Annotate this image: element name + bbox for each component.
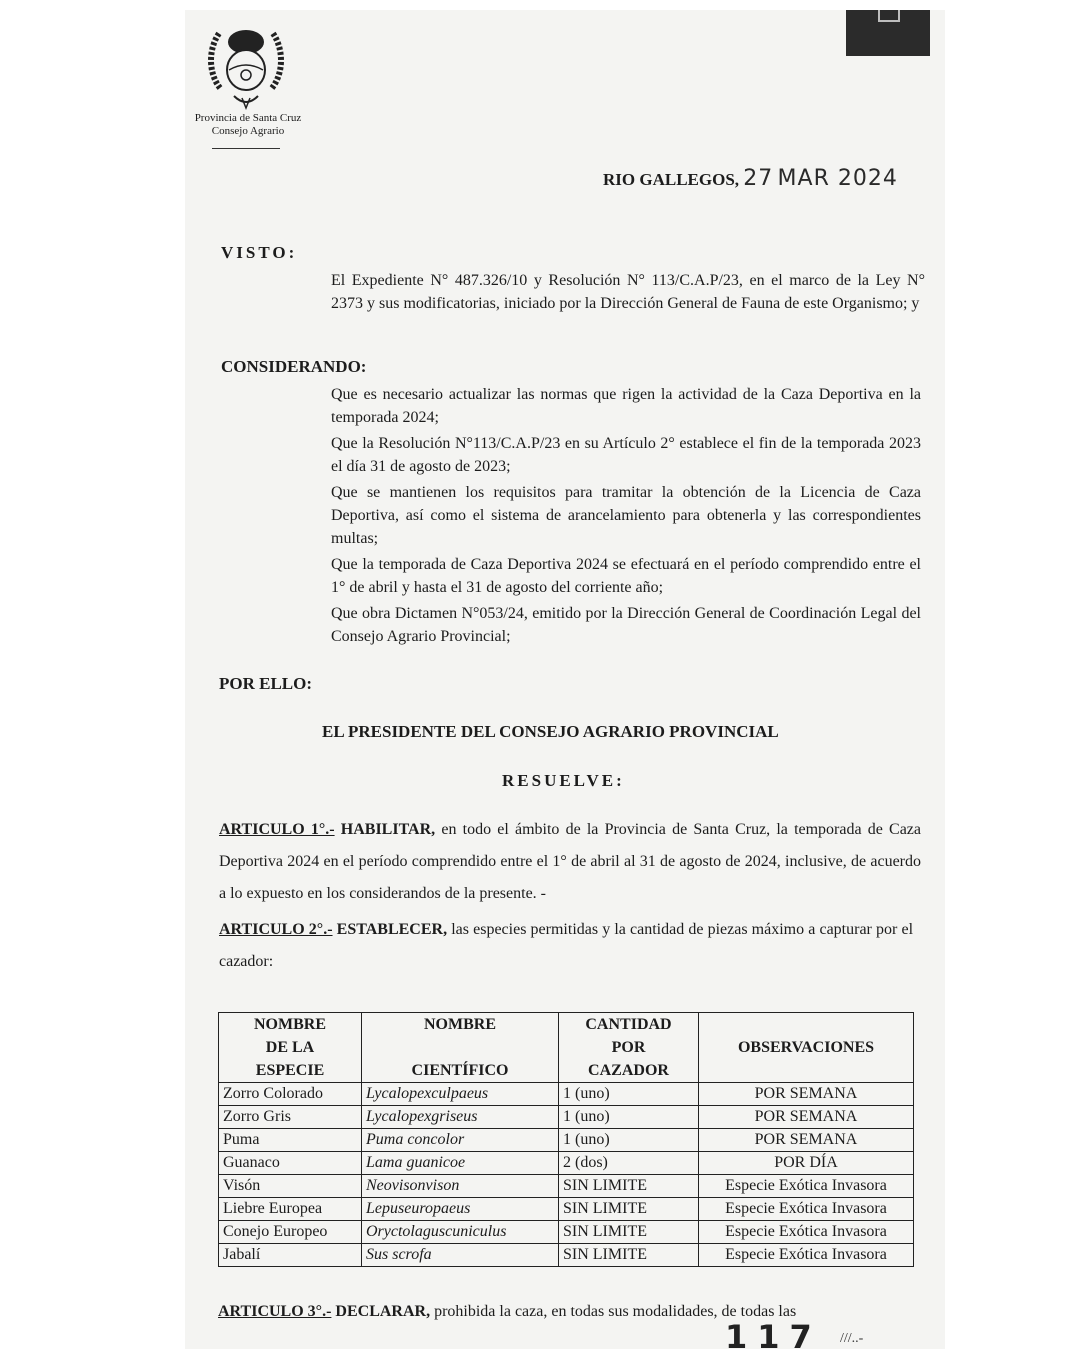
article-3-verb: DECLARAR, bbox=[335, 1303, 431, 1320]
coat-of-arms-icon bbox=[206, 18, 286, 113]
article-1 bbox=[219, 814, 921, 910]
cell-cantidad: 1 (uno) bbox=[559, 1083, 699, 1106]
table-header-row bbox=[219, 1013, 914, 1083]
document-date bbox=[603, 166, 898, 191]
cell-especie: Guanaco bbox=[219, 1152, 362, 1175]
article-2-verb: ESTABLECER, bbox=[336, 921, 448, 938]
cell-observaciones: Especie Exótica Invasora bbox=[699, 1221, 914, 1244]
header-line: DE LA bbox=[265, 1039, 315, 1056]
cell-cientifico: Lepuseuropaeus bbox=[362, 1198, 559, 1221]
cell-especie: Zorro Gris bbox=[219, 1106, 362, 1129]
resolution-number: 117 bbox=[725, 1318, 822, 1356]
header-line: POR bbox=[611, 1039, 646, 1056]
resuelve-heading: RESUELVE: bbox=[502, 771, 625, 790]
header-line: CIENTÍFICO bbox=[411, 1062, 509, 1079]
article-2-text: las especies permitidas y la cantidad de piezas máximo a capturar por el cazador: bbox=[219, 921, 914, 970]
divider bbox=[212, 148, 280, 149]
cell-especie: Conejo Europeo bbox=[219, 1221, 362, 1244]
corner-stamp bbox=[846, 10, 930, 56]
table-row bbox=[219, 1221, 914, 1244]
cell-cantidad: SIN LIMITE bbox=[559, 1198, 699, 1221]
cell-cientifico: Oryctolaguscuniculus bbox=[362, 1221, 559, 1244]
continuation-mark: ///..- bbox=[840, 1331, 864, 1346]
cell-observaciones: Especie Exótica Invasora bbox=[699, 1244, 914, 1267]
article-1-verb: HABILITAR, bbox=[340, 821, 436, 838]
president-heading: EL PRESIDENTE DEL CONSEJO AGRARIO PROVINCIAL bbox=[322, 722, 779, 741]
cell-especie: Zorro Colorado bbox=[219, 1083, 362, 1106]
province-name: Provincia de Santa Cruz bbox=[194, 112, 302, 124]
cell-observaciones: POR SEMANA bbox=[699, 1106, 914, 1129]
cell-cientifico: Puma concolor bbox=[362, 1129, 559, 1152]
considerando-item: Que se mantienen los requisitos para tramitar la obtención de la Licencia de Caza Deportiva, así como el sistema de arancelamiento para obtenerla y las correspondientes multas; bbox=[331, 484, 921, 547]
cell-cientifico: Lycalopexculpaeus bbox=[362, 1083, 559, 1106]
cell-observaciones: POR SEMANA bbox=[699, 1129, 914, 1152]
cell-especie: Visón bbox=[219, 1175, 362, 1198]
cell-especie: Puma bbox=[219, 1129, 362, 1152]
header-especie bbox=[219, 1013, 362, 1083]
cell-observaciones: Especie Exótica Invasora bbox=[699, 1198, 914, 1221]
considerando-item: Que la Resolución N°113/C.A.P/23 en su Artículo 2° establece el fin de la temporada 2023 el día 31 de agosto de 2023; bbox=[331, 435, 921, 475]
considerando-item: Que es necesario actualizar las normas que rigen la actividad de la Caza Deportiva en la temporada 2024; bbox=[331, 386, 921, 426]
species-table bbox=[218, 1012, 914, 1267]
cell-cantidad: SIN LIMITE bbox=[559, 1175, 699, 1198]
table-row bbox=[219, 1244, 914, 1267]
cell-cientifico: Lycalopexgriseus bbox=[362, 1106, 559, 1129]
cell-observaciones: POR DÍA bbox=[699, 1152, 914, 1175]
agency-name: Consejo Agrario bbox=[211, 125, 285, 137]
table-row bbox=[219, 1129, 914, 1152]
considerando-item: Que obra Dictamen N°053/24, emitido por la Dirección General de Coordinación Legal del Consejo Agrario Provincial; bbox=[331, 605, 921, 645]
article-2-head: ARTICULO 2°.- bbox=[219, 921, 333, 938]
cell-cantidad: 2 (dos) bbox=[559, 1152, 699, 1175]
cell-cientifico: Neovisonvison bbox=[362, 1175, 559, 1198]
por-ello-label: POR ELLO: bbox=[219, 674, 313, 693]
visto-label: VISTO: bbox=[221, 243, 298, 262]
date-month-year: MAR 2024 bbox=[777, 166, 898, 191]
cell-cantidad: SIN LIMITE bbox=[559, 1244, 699, 1267]
cell-especie: Liebre Europea bbox=[219, 1198, 362, 1221]
article-1-head: ARTICULO 1°.- bbox=[219, 821, 335, 838]
table-row bbox=[219, 1152, 914, 1175]
table-row bbox=[219, 1198, 914, 1221]
header-line: CANTIDAD bbox=[585, 1016, 672, 1033]
header-observaciones: OBSERVACIONES bbox=[699, 1013, 914, 1083]
header-line: NOMBRE bbox=[424, 1016, 496, 1033]
article-1-text: en todo el ámbito de la Provincia de Santa Cruz, la temporada de Caza Deportiva 2024 en el período comprendido entre el 1° de abril al 31 de agosto de 2024, inclusive, de acuerdo a lo expuesto en los considerandos de la presente. - bbox=[219, 821, 922, 902]
article-3-text: prohibida la caza, en todas sus modalidades, de todas las bbox=[434, 1303, 797, 1320]
table-row bbox=[219, 1083, 914, 1106]
article-2 bbox=[219, 914, 913, 978]
header-line: CAZADOR bbox=[588, 1062, 669, 1079]
cell-cientifico: Lama guanicoe bbox=[362, 1152, 559, 1175]
cell-cantidad: SIN LIMITE bbox=[559, 1221, 699, 1244]
header-cantidad bbox=[559, 1013, 699, 1083]
cell-cantidad: 1 (uno) bbox=[559, 1106, 699, 1129]
considerando-text bbox=[221, 383, 921, 648]
date-place: RIO GALLEGOS, bbox=[603, 170, 740, 189]
table-row bbox=[219, 1106, 914, 1129]
cell-especie: Jabalí bbox=[219, 1244, 362, 1267]
considerando-label: CONSIDERANDO: bbox=[221, 357, 367, 376]
table-row bbox=[219, 1175, 914, 1198]
cell-cantidad: 1 (uno) bbox=[559, 1129, 699, 1152]
considerando-item: Que la temporada de Caza Deportiva 2024 se efectuará en el período comprendido entre el 1° de abril y hasta el 31 de agosto del corriente año; bbox=[331, 556, 921, 596]
header-cientifico bbox=[362, 1013, 559, 1083]
visto-paragraph: El Expediente N° 487.326/10 y Resolución N° 113/C.A.P/23, en el marco de la Ley N° 2373 y sus modificatorias, iniciado por la Dirección General de Fauna de este Organismo; y bbox=[331, 272, 925, 312]
header-line: NOMBRE bbox=[254, 1016, 326, 1033]
date-day: 27 bbox=[743, 166, 774, 191]
visto-text bbox=[221, 269, 925, 315]
cell-observaciones: POR SEMANA bbox=[699, 1083, 914, 1106]
header-line: ESPECIE bbox=[255, 1062, 325, 1079]
province-caption bbox=[186, 112, 310, 138]
article-3-head: ARTICULO 3°.- bbox=[218, 1303, 332, 1320]
cell-observaciones: Especie Exótica Invasora bbox=[699, 1175, 914, 1198]
header-line bbox=[366, 1036, 554, 1059]
cell-cientifico: Sus scrofa bbox=[362, 1244, 559, 1267]
